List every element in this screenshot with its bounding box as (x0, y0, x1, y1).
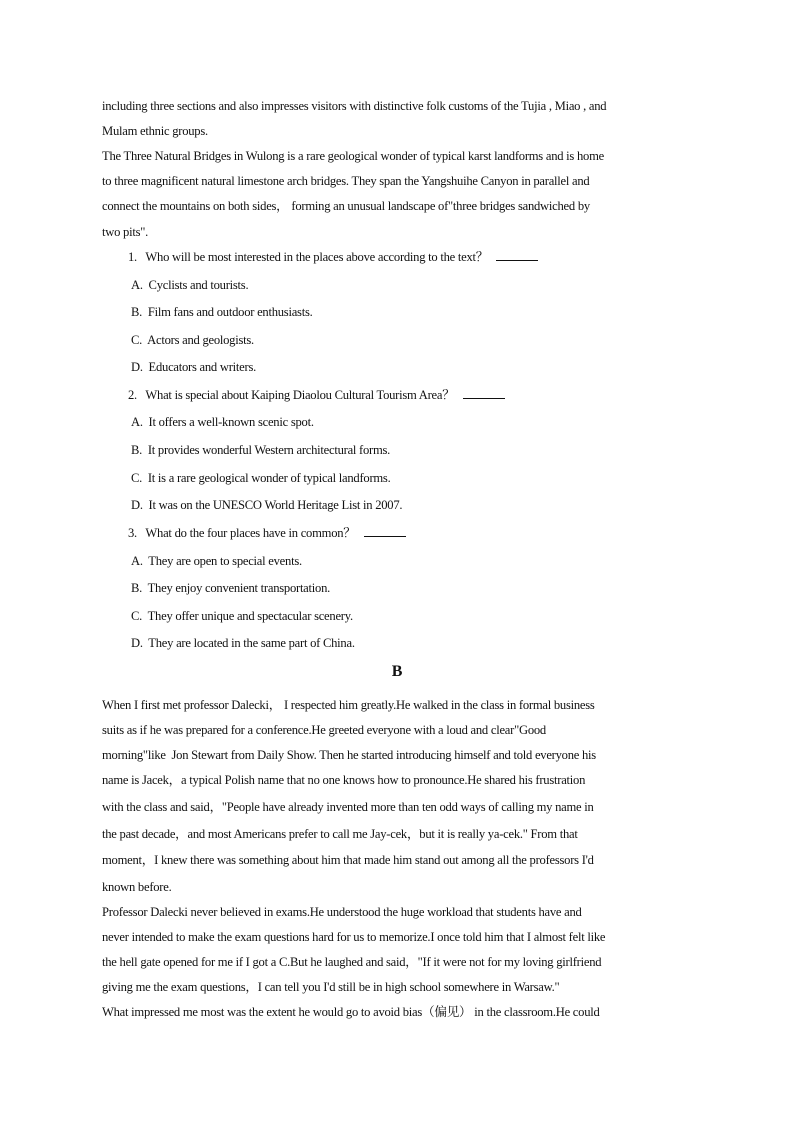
answer-option (131, 470, 390, 486)
line-text: to three magnificent natural limestone arch bridges. They span the Yangshuihe Canyon in parallel and (102, 174, 590, 188)
paragraph-line (102, 904, 582, 920)
answer-option (131, 553, 302, 569)
answer-option (131, 277, 248, 293)
line-text: including three sections and also impresses visitors with distinctive folk customs of the Tujia , Miao , and (102, 99, 607, 113)
section-heading (0, 664, 794, 680)
line-text: giving me the exam questions，I can tell you I'd still be in high school somewhere in Warsaw." (102, 980, 560, 994)
line-text: with the class and said，"People have already invented more than ten odd ways of calling my name in (102, 800, 594, 814)
line-text: the hell gate opened for me if I got a C.But he laughed and said，"If it were not for my loving girlfriend (102, 955, 602, 969)
answer-blank (463, 388, 505, 399)
paragraph-line (102, 954, 601, 970)
paragraph-line (102, 173, 589, 189)
line-text: suits as if he was prepared for a conference.He greeted everyone with a loud and clear"Good (102, 723, 546, 737)
line-text: name is Jacek，a typical Polish name that no one knows how to pronounce.He shared his frustration (102, 773, 586, 787)
answer-option (131, 635, 355, 651)
answer-option (131, 359, 256, 375)
answer-option (131, 497, 402, 513)
line-text: never intended to make the exam questions hard for us to memorize.I once told him that I almost felt like (102, 930, 606, 944)
line-text: B. Film fans and outdoor enthusiasts. (131, 305, 313, 319)
question (128, 249, 538, 265)
line-text: 2. What is special about Kaiping Diaolou Cultural Tourism Area？ (128, 388, 455, 402)
answer-option (131, 332, 254, 348)
line-text: When I first met professor Dalecki， I respected him greatly.He walked in the class in formal business (102, 698, 595, 712)
paragraph-line (102, 852, 594, 868)
answer-option (131, 608, 353, 624)
line-text: connect the mountains on both sides， forming an unusual landscape of"three bridges sandwiched by (102, 199, 590, 213)
line-text: D. It was on the UNESCO World Heritage List in 2007. (131, 498, 403, 512)
line-text: known before. (102, 880, 172, 894)
line-text: morning"like Jon Stewart from Daily Show. Then he started introducing himself and told everyone his (102, 748, 596, 762)
line-text: D. Educators and writers. (131, 360, 256, 374)
paragraph-line (102, 799, 594, 815)
paragraph-line (102, 929, 605, 945)
paragraph-line (102, 1004, 600, 1020)
paragraph-line (102, 98, 606, 114)
paragraph-line (102, 826, 578, 842)
line-text: two pits". (102, 225, 149, 239)
paragraph-line (102, 979, 559, 995)
answer-blank (364, 526, 406, 537)
answer-option (131, 580, 330, 596)
line-text: the past decade，and most Americans prefer to call me Jay-cek，but it is really ya-cek." From that (102, 827, 578, 841)
line-text: C. They offer unique and spectacular scenery. (131, 609, 353, 623)
line-text: 3. What do the four places have in common？ (128, 526, 356, 540)
answer-option (131, 304, 313, 320)
line-text: B. They enjoy convenient transportation. (131, 581, 331, 595)
line-text: C. It is a rare geological wonder of typical landforms. (131, 471, 391, 485)
paragraph-line (102, 697, 595, 713)
line-text: Mulam ethnic groups. (102, 124, 208, 138)
line-text: D. They are located in the same part of China. (131, 636, 355, 650)
line-text: Professor Dalecki never believed in exams.He understood the huge workload that students have and (102, 905, 582, 919)
line-text: B. It provides wonderful Western architectural forms. (131, 443, 391, 457)
line-text: The Three Natural Bridges in Wulong is a rare geological wonder of typical karst landforms and is home (102, 149, 604, 163)
line-text: moment，I knew there was something about him that made him stand out among all the professors I'd (102, 853, 594, 867)
line-text: A. Cyclists and tourists. (131, 278, 249, 292)
answer-blank (496, 250, 538, 261)
paragraph-line (102, 148, 604, 164)
line-text: 1. Who will be most interested in the places above according to the text？ (128, 250, 489, 264)
question (128, 525, 406, 541)
answer-option (131, 442, 390, 458)
line-text: What impressed me most was the extent he would go to avoid bias（偏见） in the classroom.He could (102, 1005, 600, 1019)
line-text: B (391, 663, 403, 680)
line-text: A. It offers a well-known scenic spot. (131, 415, 314, 429)
paragraph-line (102, 198, 590, 214)
paragraph-line (102, 879, 172, 895)
paragraph-line (102, 747, 596, 763)
paragraph-line (102, 722, 546, 738)
question (128, 387, 505, 403)
paragraph-line (102, 224, 148, 240)
answer-option (131, 414, 314, 430)
paragraph-line (102, 772, 585, 788)
paragraph-line (102, 123, 208, 139)
line-text: A. They are open to special events. (131, 554, 302, 568)
line-text: C. Actors and geologists. (131, 333, 254, 347)
